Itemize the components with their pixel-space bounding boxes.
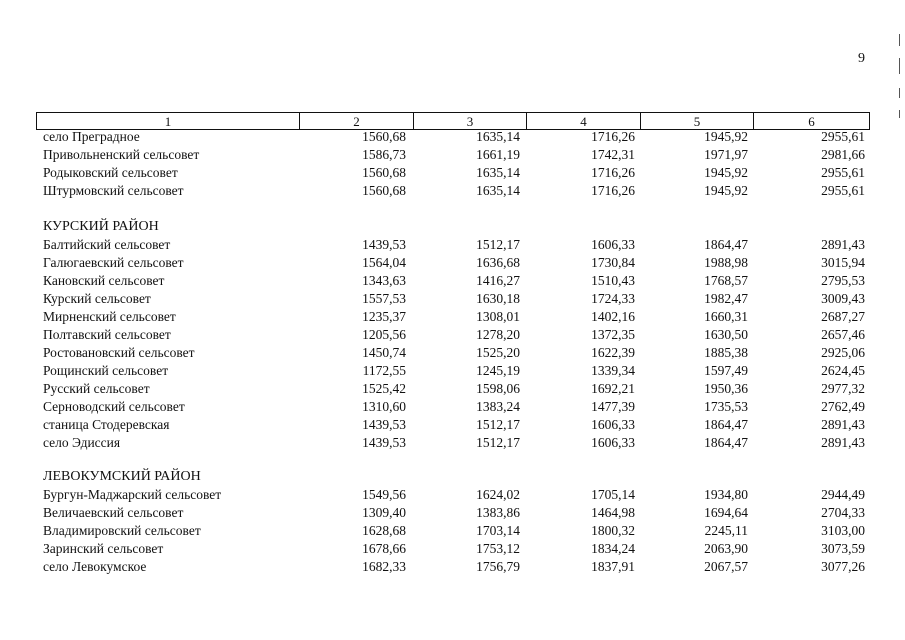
value-cell: 1988,98 (704, 255, 748, 270)
value-cell: 1864,47 (704, 435, 748, 450)
value-cell: 2955,61 (821, 165, 865, 180)
table-row (0, 558, 905, 576)
value-cell: 2704,33 (821, 505, 865, 520)
table-row (0, 290, 905, 308)
value-cell: 1756,79 (476, 559, 520, 574)
scan-edge-mark (899, 88, 900, 98)
value-cell: 1945,92 (704, 183, 748, 198)
value-cell: 1557,53 (362, 291, 406, 306)
value-cell: 2245,11 (704, 523, 748, 538)
value-cell: 2981,66 (821, 147, 865, 162)
settlement-name: село Преградное (43, 129, 140, 144)
table-row (0, 380, 905, 398)
value-cell: 1705,14 (591, 487, 635, 502)
settlement-name: Мирненский сельсовет (43, 309, 176, 324)
value-cell: 3009,43 (821, 291, 865, 306)
value-cell: 1694,64 (704, 505, 748, 520)
value-cell: 2657,46 (821, 327, 865, 342)
value-cell: 1982,47 (704, 291, 748, 306)
value-cell: 2955,61 (821, 183, 865, 198)
value-cell: 1564,04 (362, 255, 406, 270)
value-cell: 1525,20 (476, 345, 520, 360)
value-cell: 1597,49 (704, 363, 748, 378)
value-cell: 2891,43 (821, 417, 865, 432)
value-cell: 1864,47 (704, 417, 748, 432)
value-cell: 1885,38 (704, 345, 748, 360)
value-cell: 1439,53 (362, 237, 406, 252)
value-cell: 1510,43 (591, 273, 635, 288)
settlement-name: село Эдиссия (43, 435, 121, 450)
value-cell: 1624,02 (476, 487, 520, 502)
value-cell: 1635,14 (476, 165, 520, 180)
scan-edge-mark (899, 58, 900, 74)
value-cell: 1606,33 (591, 435, 635, 450)
table-row (0, 236, 905, 254)
settlement-name: Балтийский сельсовет (43, 237, 171, 252)
value-cell: 1308,01 (476, 309, 520, 324)
settlement-name: Ростовановский сельсовет (43, 345, 195, 360)
value-cell: 1934,80 (704, 487, 748, 502)
value-cell: 1742,31 (591, 147, 635, 162)
value-cell: 1245,19 (476, 363, 520, 378)
value-cell: 1630,50 (704, 327, 748, 342)
value-cell: 1768,57 (704, 273, 748, 288)
value-cell: 1716,26 (591, 183, 635, 198)
column-header: 5 (693, 114, 701, 129)
settlement-name: Серноводский сельсовет (43, 399, 185, 414)
column-header: 1 (164, 114, 172, 129)
value-cell: 2063,90 (704, 541, 748, 556)
value-cell: 2891,43 (821, 435, 865, 450)
settlement-name: Кановский сельсовет (43, 273, 165, 288)
value-cell: 1635,14 (476, 183, 520, 198)
scan-edge-mark (899, 34, 900, 46)
value-cell: 1635,14 (476, 129, 520, 144)
column-header: 4 (580, 114, 587, 129)
value-cell: 1477,39 (591, 399, 635, 414)
value-cell: 1343,63 (362, 273, 406, 288)
value-cell: 1716,26 (591, 165, 635, 180)
value-cell: 1661,19 (476, 147, 520, 162)
settlement-name: Штурмовский сельсовет (43, 183, 184, 198)
value-cell: 1682,33 (362, 559, 406, 574)
settlement-name: Бургун-Маджарский сельсовет (43, 487, 222, 502)
value-cell: 2944,49 (821, 487, 865, 502)
table-row (0, 434, 905, 452)
settlement-name: Полтавский сельсовет (43, 327, 171, 342)
table-row (0, 344, 905, 362)
column-header: 2 (353, 114, 360, 129)
value-cell: 1235,37 (362, 309, 406, 324)
value-cell: 1945,92 (704, 165, 748, 180)
value-cell: 1383,86 (476, 505, 520, 520)
value-cell: 1800,32 (591, 523, 635, 538)
column-header: 3 (466, 114, 474, 129)
column-header: 6 (808, 114, 815, 129)
value-cell: 1172,55 (362, 363, 406, 378)
value-cell: 2687,27 (821, 309, 865, 324)
value-cell: 1834,24 (591, 541, 635, 556)
value-cell: 1630,18 (476, 291, 520, 306)
table-row (0, 164, 905, 182)
value-cell: 3073,59 (821, 541, 865, 556)
value-cell: 1971,97 (704, 147, 748, 162)
table-row (0, 362, 905, 380)
value-cell: 2955,61 (821, 129, 865, 144)
value-cell: 1753,12 (476, 541, 520, 556)
value-cell: 1560,68 (362, 165, 406, 180)
value-cell: 3077,26 (821, 559, 865, 574)
table-row (0, 504, 905, 522)
table-row (0, 272, 905, 290)
value-cell: 1692,21 (591, 381, 635, 396)
table-row (0, 254, 905, 272)
value-cell: 1416,27 (476, 273, 520, 288)
section-title-kursky: КУРСКИЙ РАЙОН (43, 219, 159, 234)
value-cell: 1636,68 (476, 255, 520, 270)
settlement-name: село Левокумское (43, 559, 147, 574)
value-cell: 1339,34 (591, 363, 635, 378)
settlement-name: Величаевский сельсовет (43, 505, 184, 520)
value-cell: 1864,47 (704, 237, 748, 252)
value-cell: 1512,17 (476, 435, 520, 450)
value-cell: 1716,26 (591, 129, 635, 144)
value-cell: 1660,31 (704, 309, 748, 324)
table-row (0, 486, 905, 504)
value-cell: 1606,33 (591, 237, 635, 252)
value-cell: 1735,53 (704, 399, 748, 414)
table-row (0, 128, 905, 146)
value-cell: 1309,40 (362, 505, 406, 520)
value-cell: 1703,14 (476, 523, 520, 538)
section-title-levokumsky: ЛЕВОКУМСКИЙ РАЙОН (43, 469, 201, 484)
value-cell: 2891,43 (821, 237, 865, 252)
value-cell: 1560,68 (362, 183, 406, 198)
page-number: 9 (858, 51, 865, 66)
value-cell: 1439,53 (362, 435, 406, 450)
value-cell: 3103,00 (821, 523, 865, 538)
value-cell: 1310,60 (362, 399, 406, 414)
table-row (0, 398, 905, 416)
table-row (0, 326, 905, 344)
value-cell: 1512,17 (476, 237, 520, 252)
settlement-name: Владимировский сельсовет (43, 523, 201, 538)
value-cell: 3015,94 (821, 255, 865, 270)
value-cell: 2762,49 (821, 399, 865, 414)
value-cell: 1945,92 (704, 129, 748, 144)
value-cell: 1512,17 (476, 417, 520, 432)
value-cell: 1439,53 (362, 417, 406, 432)
table-row (0, 182, 905, 200)
value-cell: 1950,36 (704, 381, 748, 396)
table-row (0, 308, 905, 326)
scan-edge-mark (899, 110, 900, 118)
value-cell: 2925,06 (821, 345, 865, 360)
value-cell: 1464,98 (591, 505, 635, 520)
value-cell: 1837,91 (591, 559, 635, 574)
value-cell: 1560,68 (362, 129, 406, 144)
settlement-name: Галюгаевский сельсовет (43, 255, 184, 270)
value-cell: 1586,73 (362, 147, 406, 162)
value-cell: 2977,32 (821, 381, 865, 396)
value-cell: 1525,42 (362, 381, 406, 396)
value-cell: 1278,20 (476, 327, 520, 342)
settlement-name: Русский сельсовет (43, 381, 150, 396)
value-cell: 1678,66 (362, 541, 406, 556)
value-cell: 1450,74 (362, 345, 406, 360)
value-cell: 2795,53 (821, 273, 865, 288)
settlement-name: станица Стодеревская (43, 417, 170, 432)
value-cell: 1628,68 (362, 523, 406, 538)
value-cell: 1730,84 (591, 255, 635, 270)
table-row (0, 540, 905, 558)
value-cell: 1205,56 (362, 327, 406, 342)
value-cell: 1402,16 (591, 309, 635, 324)
value-cell: 1622,39 (591, 345, 635, 360)
settlement-name: Родыковский сельсовет (43, 165, 178, 180)
value-cell: 2067,57 (704, 559, 748, 574)
value-cell: 1606,33 (591, 417, 635, 432)
value-cell: 1383,24 (476, 399, 520, 414)
value-cell: 2624,45 (821, 363, 865, 378)
settlement-name: Заринский сельсовет (43, 541, 164, 556)
table-row (0, 416, 905, 434)
settlement-name: Привольненский сельсовет (43, 147, 200, 162)
table-row (0, 522, 905, 540)
table-row (0, 146, 905, 164)
settlement-name: Рощинский сельсовет (43, 363, 169, 378)
value-cell: 1372,35 (591, 327, 635, 342)
value-cell: 1549,56 (362, 487, 406, 502)
settlement-name: Курский сельсовет (43, 291, 151, 306)
value-cell: 1598,06 (476, 381, 520, 396)
value-cell: 1724,33 (591, 291, 635, 306)
